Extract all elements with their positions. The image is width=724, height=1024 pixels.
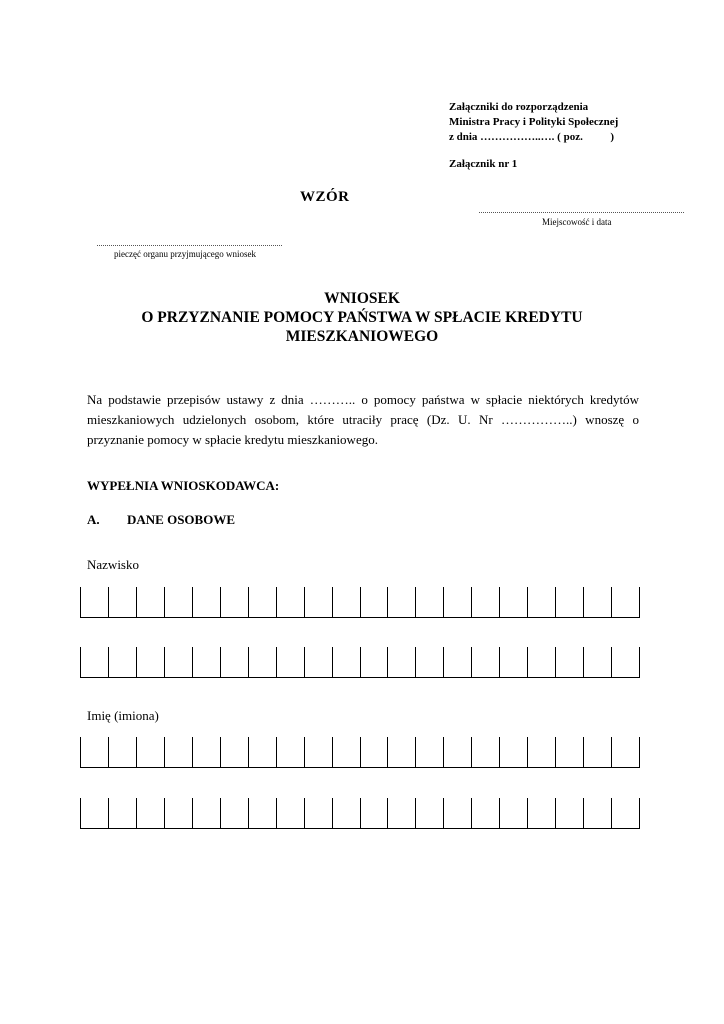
letter-cell[interactable] <box>360 587 388 618</box>
names-grid-row-2[interactable] <box>80 798 640 829</box>
letter-cell[interactable] <box>276 647 304 678</box>
fill-heading: WYPEŁNIA WNIOSKODAWCA: <box>87 478 280 493</box>
letter-cell[interactable] <box>304 737 332 768</box>
letter-cell[interactable] <box>136 647 164 678</box>
letter-cell[interactable] <box>80 587 108 618</box>
letter-cell[interactable] <box>443 647 471 678</box>
letter-cell[interactable] <box>499 587 527 618</box>
letter-cell[interactable] <box>164 587 192 618</box>
section-title: DANE OSOBOWE <box>127 512 235 527</box>
letter-cell[interactable] <box>611 737 640 768</box>
letter-cell[interactable] <box>164 647 192 678</box>
stamp-line[interactable] <box>97 240 282 246</box>
letter-cell[interactable] <box>332 647 360 678</box>
letter-cell[interactable] <box>332 798 360 829</box>
letter-cell[interactable] <box>108 737 136 768</box>
letter-cell[interactable] <box>471 587 499 618</box>
letter-cell[interactable] <box>415 587 443 618</box>
letter-cell[interactable] <box>220 798 248 829</box>
letter-cell[interactable] <box>583 798 611 829</box>
letter-cell[interactable] <box>164 737 192 768</box>
letter-cell[interactable] <box>108 587 136 618</box>
letter-cell[interactable] <box>108 647 136 678</box>
letter-cell[interactable] <box>360 737 388 768</box>
surname-grid-row-1[interactable] <box>80 587 640 618</box>
letter-cell[interactable] <box>583 737 611 768</box>
letter-cell[interactable] <box>555 647 583 678</box>
place-date-line[interactable] <box>479 206 684 213</box>
letter-cell[interactable] <box>527 647 555 678</box>
letter-cell[interactable] <box>415 647 443 678</box>
place-date-caption: Miejscowość i data <box>542 217 612 227</box>
letter-cell[interactable] <box>276 798 304 829</box>
letter-cell[interactable] <box>387 798 415 829</box>
letter-cell[interactable] <box>220 587 248 618</box>
letter-cell[interactable] <box>555 798 583 829</box>
letter-cell[interactable] <box>248 798 276 829</box>
letter-cell[interactable] <box>276 587 304 618</box>
letter-cell[interactable] <box>387 647 415 678</box>
letter-cell[interactable] <box>136 587 164 618</box>
letter-cell[interactable] <box>499 798 527 829</box>
letter-cell[interactable] <box>220 647 248 678</box>
letter-cell[interactable] <box>387 587 415 618</box>
letter-cell[interactable] <box>248 587 276 618</box>
letter-cell[interactable] <box>304 798 332 829</box>
letter-cell[interactable] <box>387 737 415 768</box>
letter-cell[interactable] <box>527 587 555 618</box>
letter-cell[interactable] <box>276 737 304 768</box>
letter-cell[interactable] <box>443 737 471 768</box>
names-grid-row-1[interactable] <box>80 737 640 768</box>
annex-line: Ministra Pracy i Polityki Społecznej <box>449 116 619 128</box>
surname-label: Nazwisko <box>87 557 139 572</box>
letter-cell[interactable] <box>136 737 164 768</box>
letter-cell[interactable] <box>164 798 192 829</box>
letter-cell[interactable] <box>304 587 332 618</box>
title-line: O PRZYZNANIE POMOCY PAŃSTWA W SPŁACIE KREDYTU <box>141 309 583 326</box>
letter-cell[interactable] <box>471 798 499 829</box>
letter-cell[interactable] <box>499 737 527 768</box>
letter-cell[interactable] <box>471 647 499 678</box>
letter-cell[interactable] <box>555 737 583 768</box>
template-label: WZÓR <box>300 189 350 205</box>
letter-cell[interactable] <box>443 587 471 618</box>
intro-text: Na podstawie przepisów ustawy z dnia ……….. o pomocy państwa w spłacie niektórych kredytów mieszkaniowych udzielonych osobom, które utraciły pracę (Dz. U. Nr ……………..) wnoszę o przyznanie pomocy w spłacie kredytu mieszkaniowego. <box>87 392 639 447</box>
letter-cell[interactable] <box>136 798 164 829</box>
letter-cell[interactable] <box>80 647 108 678</box>
letter-cell[interactable] <box>192 737 220 768</box>
letter-cell[interactable] <box>192 647 220 678</box>
letter-cell[interactable] <box>192 798 220 829</box>
title-line: WNIOSEK <box>324 290 400 307</box>
letter-cell[interactable] <box>499 647 527 678</box>
letter-cell[interactable] <box>611 647 640 678</box>
annex-line: z dnia ……………..…. ( poz. ) <box>449 131 614 143</box>
letter-cell[interactable] <box>443 798 471 829</box>
letter-cell[interactable] <box>360 647 388 678</box>
letter-cell[interactable] <box>583 647 611 678</box>
section-number: A. <box>87 512 100 527</box>
letter-cell[interactable] <box>192 587 220 618</box>
letter-cell[interactable] <box>220 737 248 768</box>
annex-reference <box>449 100 618 145</box>
letter-cell[interactable] <box>415 798 443 829</box>
letter-cell[interactable] <box>248 737 276 768</box>
letter-cell[interactable] <box>80 798 108 829</box>
letter-cell[interactable] <box>611 798 640 829</box>
annex-number: Załącznik nr 1 <box>449 158 518 170</box>
surname-grid-row-2[interactable] <box>80 647 640 678</box>
letter-cell[interactable] <box>248 647 276 678</box>
letter-cell[interactable] <box>304 647 332 678</box>
intro-paragraph <box>87 390 639 450</box>
document-title <box>100 289 624 346</box>
names-label: Imię (imiona) <box>87 708 159 723</box>
letter-cell[interactable] <box>527 798 555 829</box>
letter-cell[interactable] <box>527 737 555 768</box>
letter-cell[interactable] <box>360 798 388 829</box>
annex-line: Załączniki do rozporządzenia <box>449 101 589 113</box>
letter-cell[interactable] <box>555 587 583 618</box>
stamp-caption: pieczęć organu przyjmującego wniosek <box>114 249 257 259</box>
letter-cell[interactable] <box>80 737 108 768</box>
letter-cell[interactable] <box>332 587 360 618</box>
letter-cell[interactable] <box>108 798 136 829</box>
section-a-heading <box>87 512 235 528</box>
title-line: MIESZKANIOWEGO <box>285 328 439 345</box>
letter-cell[interactable] <box>332 737 360 768</box>
letter-cell[interactable] <box>415 737 443 768</box>
letter-cell[interactable] <box>583 587 611 618</box>
letter-cell[interactable] <box>471 737 499 768</box>
letter-cell[interactable] <box>611 587 640 618</box>
